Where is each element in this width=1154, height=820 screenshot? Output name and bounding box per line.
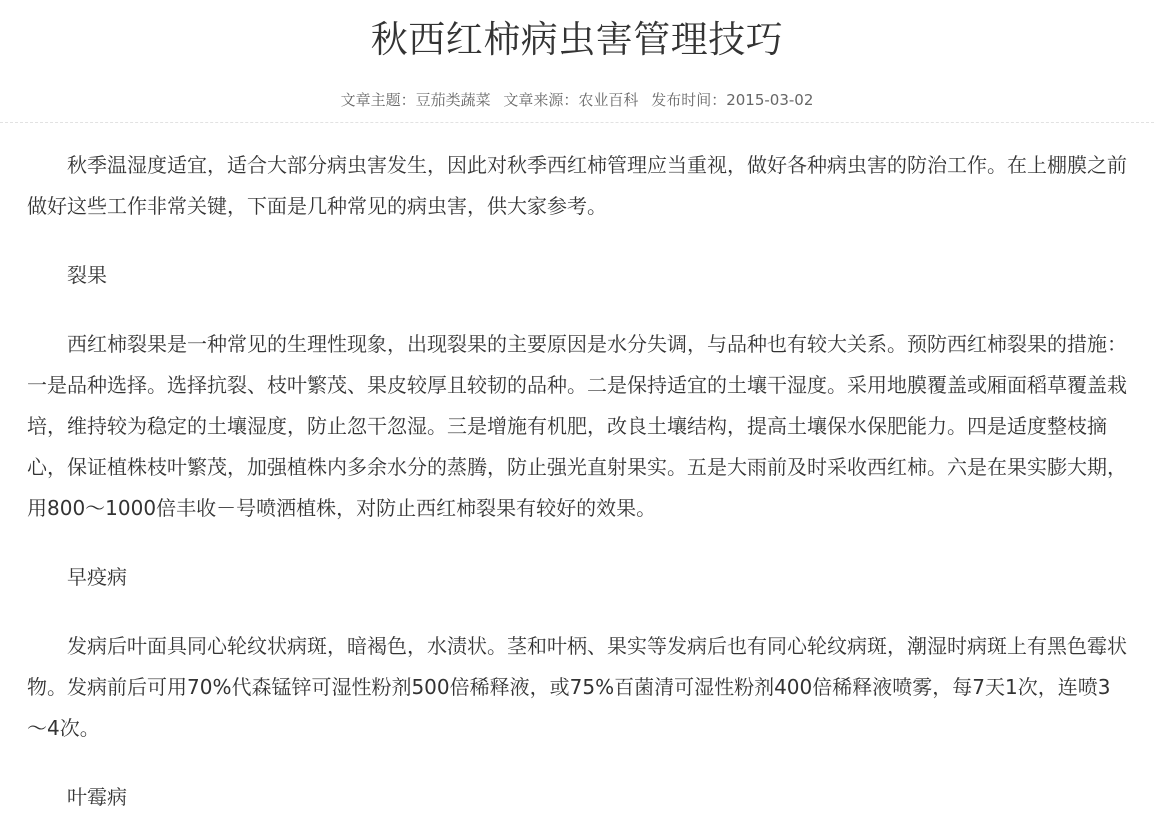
meta-topic: 文章主题：豆茄类蔬菜 — [340, 91, 491, 109]
article-meta — [0, 88, 1154, 112]
section-heading-early-blight: 早疫病 — [67, 565, 127, 589]
article-title: 秋西红柿病虫害管理技巧 — [370, 18, 784, 61]
meta-source: 文章来源：农业百科 — [503, 91, 639, 109]
section-heading-crack-fruit: 裂果 — [67, 263, 107, 287]
article-body — [0, 145, 1154, 818]
intro-paragraph: 秋季温湿度适宜，适合大部分病虫害发生，因此对秋季西红柿管理应当重视，做好各种病虫害的防治工作。在上棚膜之前做好这些工作非常关键，下面是几种常见的病虫害，供大家参考。 — [27, 153, 1127, 218]
header-divider — [0, 122, 1154, 123]
crack-fruit-paragraph: 西红柿裂果是一种常见的生理性现象，出现裂果的主要原因是水分失调，与品种也有较大关系。预防西红柿裂果的措施：一是品种选择。选择抗裂、枝叶繁茂、果皮较厚且较韧的品种。二是保持适宜的土壤干湿度。采用地膜覆盖或厢面稻草覆盖栽培，维持较为稳定的土壤湿度，防止忽干忽湿。三是增施有机肥，改良土壤结构，提高土壤保水保肥能力。四是适度整枝摘心，保证植株枝叶繁茂，加强植株内多余水分的蒸腾，防止强光直射果实。五是大雨前及时采收西红柿。六是在果实膨大期，用800～1000倍丰收－号喷洒植株，对防止西红柿裂果有较好的效果。 — [27, 332, 1127, 520]
section-heading-leaf-mold: 叶霉病 — [67, 785, 127, 809]
meta-published: 发布时间：2015-03-02 — [651, 91, 814, 109]
early-blight-paragraph: 发病后叶面具同心轮纹状病斑，暗褐色，水渍状。茎和叶柄、果实等发病后也有同心轮纹病斑，潮湿时病斑上有黑色霉状物。发病前后可用70%代森锰锌可湿性粉剂500倍稀释液，或75%百菌清可湿性粉剂400倍稀释液喷雾，每7天1次，连喷3～4次。 — [27, 634, 1127, 740]
